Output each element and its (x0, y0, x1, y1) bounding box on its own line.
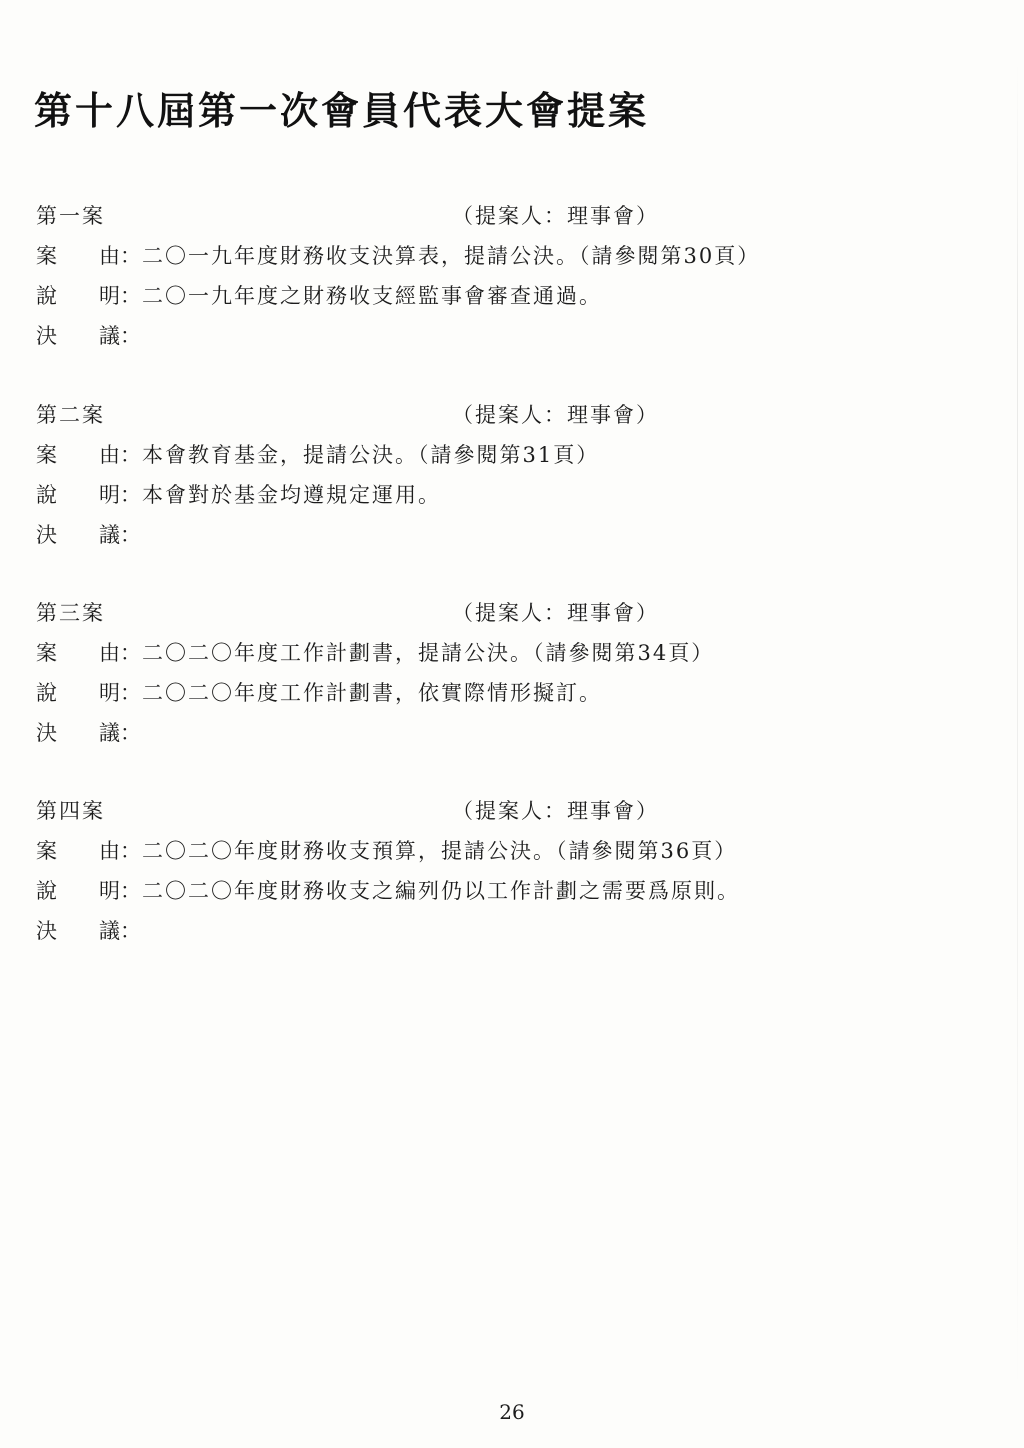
label-char: 決 (36, 721, 57, 745)
label-char: 決 (36, 324, 57, 348)
explanation-row (36, 479, 836, 519)
label-char: 明 (99, 483, 120, 507)
reason-text: 本會教育基金，提請公決。（請參閱第31頁） (142, 443, 600, 467)
reason-row (36, 637, 836, 677)
proposal-4 (36, 795, 836, 955)
resolution-label (36, 915, 120, 945)
colon: ： (120, 284, 143, 308)
proposal-header (36, 399, 836, 439)
label-char: 由 (99, 244, 120, 268)
resolution-row (36, 320, 836, 360)
explanation-row (36, 875, 836, 915)
colon: ： (120, 443, 143, 467)
label-char: 案 (36, 641, 57, 665)
label-char: 明 (99, 879, 120, 903)
colon: ： (120, 641, 143, 665)
colon: ： (120, 324, 143, 348)
proposal-number: 第四案 (36, 799, 105, 823)
reason-text: 二〇一九年度財務收支決算表，提請公決。（請參閱第30頁） (142, 244, 761, 268)
reason-row (36, 240, 836, 280)
explanation-text: 二〇二〇年度工作計劃書，依實際情形擬訂。 (142, 681, 602, 705)
label-char: 案 (36, 244, 57, 268)
proposal-1 (36, 200, 836, 360)
proposer: （提案人：理事會） (452, 601, 659, 625)
label-char: 由 (99, 839, 120, 863)
explanation-text: 二〇二〇年度財務收支之編列仍以工作計劃之需要爲原則。 (142, 879, 740, 903)
explanation-label (36, 479, 120, 509)
label-char: 案 (36, 443, 57, 467)
page-title: 第十八屆第一次會員代表大會提案 (34, 89, 650, 133)
scan-edge-shadow (1017, 60, 1018, 1400)
reason-text: 二〇二〇年度財務收支預算，提請公決。（請參閱第36頁） (142, 839, 738, 863)
proposal-number: 第三案 (36, 601, 105, 625)
explanation-row (36, 280, 836, 320)
label-char: 明 (99, 681, 120, 705)
reason-text: 二〇二〇年度工作計劃書，提請公決。（請參閱第34頁） (142, 641, 715, 665)
explanation-label (36, 677, 120, 707)
resolution-label (36, 519, 120, 549)
proposal-number: 第一案 (36, 204, 105, 228)
proposal-number: 第二案 (36, 403, 105, 427)
colon: ： (120, 244, 143, 268)
colon: ： (120, 523, 143, 547)
label-char: 議 (99, 523, 120, 547)
label-char: 議 (99, 721, 120, 745)
label-char: 說 (36, 681, 57, 705)
label-char: 議 (99, 919, 120, 943)
colon: ： (120, 721, 143, 745)
proposal-header (36, 795, 836, 835)
resolution-row (36, 915, 836, 955)
label-char: 說 (36, 284, 57, 308)
reason-label (36, 240, 120, 270)
resolution-label (36, 717, 120, 747)
label-char: 說 (36, 483, 57, 507)
resolution-label (36, 320, 120, 350)
colon: ： (120, 483, 143, 507)
explanation-text: 本會對於基金均遵規定運用。 (142, 483, 441, 507)
resolution-row (36, 519, 836, 559)
explanation-label (36, 875, 120, 905)
label-char: 說 (36, 879, 57, 903)
reason-row (36, 835, 836, 875)
label-char: 議 (99, 324, 120, 348)
label-char: 決 (36, 919, 57, 943)
resolution-row (36, 717, 836, 757)
colon: ： (120, 839, 143, 863)
label-char: 由 (99, 443, 120, 467)
explanation-row (36, 677, 836, 717)
colon: ： (120, 879, 143, 903)
colon: ： (120, 681, 143, 705)
proposer: （提案人：理事會） (452, 799, 659, 823)
proposer: （提案人：理事會） (452, 403, 659, 427)
label-char: 由 (99, 641, 120, 665)
label-char: 決 (36, 523, 57, 547)
explanation-text: 二〇一九年度之財務收支經監事會審查通過。 (142, 284, 602, 308)
proposer: （提案人：理事會） (452, 204, 659, 228)
proposal-2 (36, 399, 836, 559)
proposal-3 (36, 597, 836, 757)
label-char: 案 (36, 839, 57, 863)
explanation-label (36, 280, 120, 310)
reason-label (36, 439, 120, 469)
page-number: 26 (499, 1400, 525, 1424)
label-char: 明 (99, 284, 120, 308)
reason-label (36, 835, 120, 865)
proposal-header (36, 200, 836, 240)
proposal-header (36, 597, 836, 637)
reason-label (36, 637, 120, 667)
reason-row (36, 439, 836, 479)
colon: ： (120, 919, 143, 943)
